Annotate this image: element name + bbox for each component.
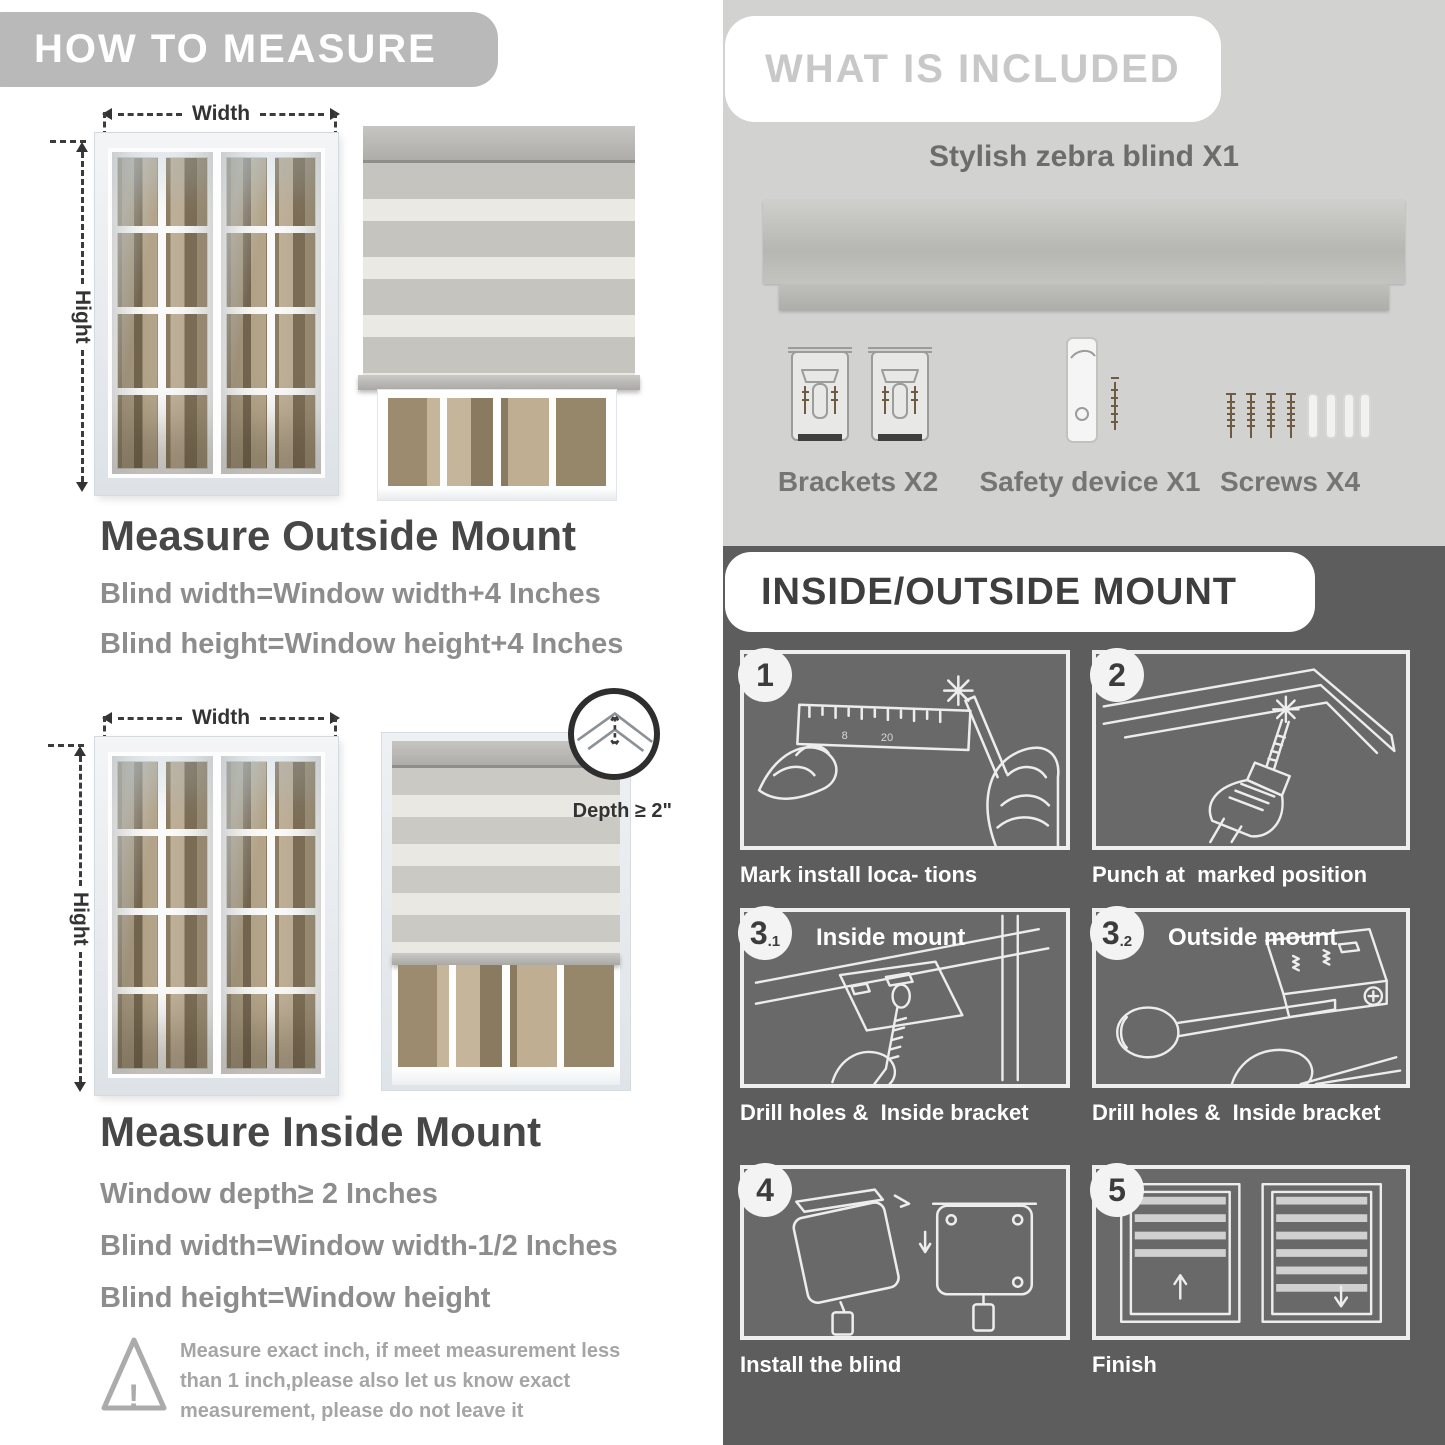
- arrow-down-icon: [76, 482, 88, 492]
- outside-mount-title: Measure Outside Mount: [100, 512, 577, 559]
- mark-location-drawing: [744, 654, 1066, 846]
- step-number-badge: 3 .1: [738, 906, 792, 960]
- window-sill: [392, 1067, 620, 1085]
- inside-height-arrow: [70, 746, 90, 1092]
- inside-mount-blind-illustration: [382, 733, 630, 1090]
- step-3-1: [740, 908, 1070, 1126]
- step-4-caption: Install the blind: [740, 1352, 902, 1377]
- step-3-2: [1092, 908, 1410, 1126]
- arrow-down-icon: [74, 1082, 86, 1092]
- included-header-box: [725, 16, 1221, 122]
- window-under-blind: [378, 390, 616, 500]
- depth-magnifier: [568, 688, 660, 780]
- mount-header-box: [725, 552, 1315, 632]
- blind-headrail: [363, 126, 635, 163]
- step-3-2-caption: Drill holes & Inside bracket: [1092, 1100, 1381, 1125]
- inside-mount-line3: Blind height=Window height: [100, 1282, 491, 1314]
- blind-bottom-rail: [358, 375, 640, 390]
- inside-width-arrow: [102, 706, 340, 730]
- step-3-2-panel: [1092, 908, 1410, 1088]
- install-blind-drawing: [744, 1169, 1066, 1336]
- blind-bottom-rail: [392, 953, 620, 965]
- window-illustration-outside: [95, 133, 338, 495]
- step-1-panel: [740, 650, 1070, 850]
- step-5-caption: Finish: [1092, 1352, 1157, 1377]
- svg-text:20: 20: [880, 731, 894, 744]
- step-2-panel: [1092, 650, 1410, 850]
- step-3-1-caption: Drill holes & Inside bracket: [740, 1100, 1029, 1125]
- blind-zebra-stripes: [363, 163, 635, 375]
- outside-mount-line2: Blind height=Window height+4 Inches: [100, 628, 624, 660]
- step-2: [1092, 650, 1410, 888]
- inside-mount-title: Measure Inside Mount: [100, 1108, 542, 1155]
- step-3-1-panel: [740, 908, 1070, 1088]
- outside-height-label: Hight: [70, 284, 94, 350]
- product-label: Stylish zebra blind X1: [928, 140, 1240, 173]
- svg-text:8: 8: [841, 729, 848, 742]
- zebra-blind-outside-illustration: [363, 126, 635, 390]
- window-sash: [221, 152, 322, 474]
- how-to-measure-title: HOW TO MEASURE: [34, 27, 437, 71]
- inside-width-label: Width: [191, 706, 251, 729]
- window-sash: [112, 152, 213, 474]
- warning-exclamation: !: [128, 1378, 140, 1416]
- step-number-badge: 5: [1090, 1163, 1144, 1217]
- step-2-caption: Punch at marked position: [1092, 862, 1368, 887]
- window-sash: [112, 756, 213, 1074]
- item-label-screws: Screws X4: [1219, 466, 1361, 497]
- step-3-1-title: Inside mount: [816, 924, 966, 951]
- corner-detail-drawing: [574, 694, 654, 774]
- blind-headrail-product-lower: [779, 284, 1389, 310]
- step-5-panel: [1092, 1165, 1410, 1340]
- arrow-up-icon: [76, 142, 88, 152]
- step-3-2-title: Outside mount: [1168, 924, 1338, 951]
- step-1-caption: Mark install loca- tions: [740, 862, 978, 887]
- depth-label: Depth ≥ 2": [572, 800, 672, 822]
- step-4-panel: [740, 1165, 1070, 1340]
- step-4: [740, 1165, 1070, 1378]
- inside-mount-line2: Blind width=Window width-1/2 Inches: [100, 1230, 618, 1262]
- step-number-badge: 2: [1090, 648, 1144, 702]
- screws-illustration: [1220, 388, 1372, 444]
- step-number-badge: 4: [738, 1163, 792, 1217]
- step-5: [1092, 1165, 1410, 1378]
- step-number-badge: 1: [738, 648, 792, 702]
- arrow-up-icon: [74, 746, 86, 756]
- outside-width-label: Width: [191, 102, 251, 125]
- outside-height-arrow: [72, 142, 92, 492]
- how-to-measure-header-bar: [0, 12, 498, 87]
- window-illustration-inside: [95, 737, 338, 1095]
- step-number-badge: 3 .2: [1090, 906, 1144, 960]
- outside-mount-line1: Blind width=Window width+4 Inches: [100, 578, 601, 610]
- item-label-safety-device: Safety device X1: [979, 466, 1201, 497]
- outside-width-arrow: [102, 102, 340, 126]
- brackets-illustration: [786, 342, 934, 450]
- window-sash: [221, 756, 322, 1074]
- safety-device-illustration: [1063, 336, 1127, 448]
- blind-headrail-product: [763, 200, 1405, 284]
- blind-zebra-stripes: [392, 768, 620, 953]
- warning-text: Measure exact inch, if meet measurement less than 1 inch,please also let us know exact measurement, please do not leave it: [180, 1340, 621, 1422]
- window-behind-blind: [398, 965, 614, 1067]
- mount-header-title: INSIDE/OUTSIDE MOUNT: [761, 570, 1238, 613]
- item-label-brackets: Brackets X2: [777, 466, 939, 497]
- included-header-title: WHAT IS INCLUDED: [765, 46, 1181, 91]
- inside-mount-line1: Window depth≥ 2 Inches: [100, 1178, 438, 1210]
- inside-height-label: Hight: [68, 886, 92, 952]
- step-1: [740, 650, 1070, 888]
